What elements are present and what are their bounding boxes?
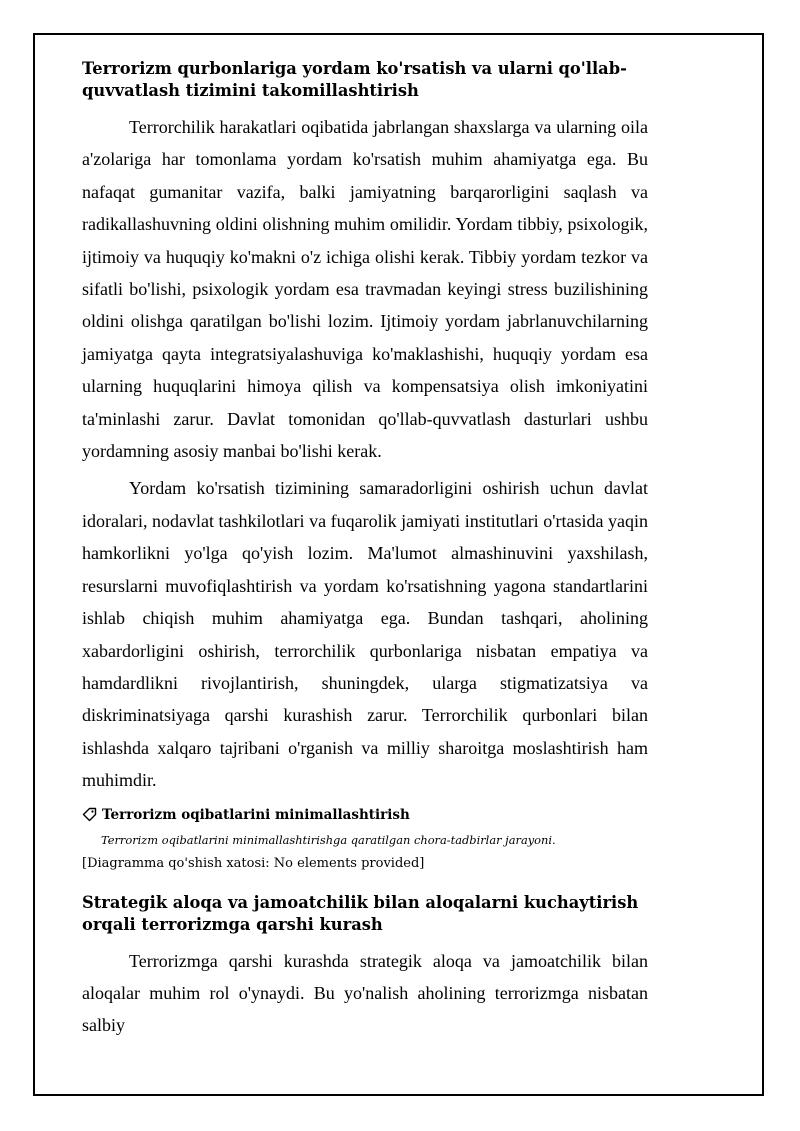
- body-paragraph: Terrorizmga qarshi kurashda strategik aloqa va jamoatchilik bilan aloqalar muhim rol o'ynaydi. Bu yo'nalish aholining terrorizmga nisbatan salbiy: [82, 950, 648, 1036]
- diagram-error-message: [Diagramma qo'shish xatosi: No elements provided]: [82, 855, 425, 871]
- tag-icon: [82, 807, 97, 822]
- diagram-title-text: Terrorizm oqibatlarini minimallashtirish: [102, 806, 410, 823]
- body-paragraph: Yordam ko'rsatish tizimining samaradorligini oshirish uchun davlat idoralari, nodavlat tashkilotlari va fuqarolik jamiyati institutlari o'rtasida yaqin hamkorlikni yo'lga qo'yish lozim. Ma'lumot almashinuvini yaxshilash, resurslarni muvofiqlashtirish va yordam ko'rsatishning yagona standartlarini ishlab chiqish muhim ahamiyatga ega. Bundan tashqari, aholining xabardorligini oshirish, terrorchilik qurbonlariga nisbatan empatiya va hamdardlikni rivojlantirish, shuningdek, ularga stigmatizatsiya va diskriminatsiyaga qarshi kurashish zarur. Terrorchilik qurbonlari bilan ishlashda xalqaro tajribani o'rganish va milliy sharoitga moslashtirish ham muhimdir.: [82, 478, 648, 791]
- body-paragraph: Terrorchilik harakatlari oqibatida jabrlangan shaxslarga va ularning oila a'zolariga har tomonlama yordam ko'rsatish muhim ahamiyatga ega. Bu nafaqat gumanitar vazifa, balki jamiyatning barqarorligini saqlash va radikallashuvning oldini olishning muhim omilidir. Yordam tibbiy, psixologik, ijtimoiy va huquqiy ko'makni o'z ichiga olishi kerak. Tibbiy yordam tezkor va sifatli bo'lishi, psixologik yordam esa travmadan keyingi stress buzilishining oldini olishga qaratilgan bo'lishi lozim. Ijtimoiy yordam jabrlanuvchilarning jamiyatga qayta integratsiyalashuviga ko'maklashishi, huquqiy yordam esa ularning huquqlarini himoya qilish va kompensatsiya olish imkoniyatini ta'minlashi zarur. Davlat tomonidan qo'llab-quvvatlash dasturlari ushbu yordamning asosiy manbai bo'lishi kerak.: [82, 117, 648, 462]
- section-heading: Terrorizm qurbonlariga yordam ko'rsatish va ularni qo'llab-quvvatlash tizimini takomillashtirish: [82, 59, 627, 100]
- diagram-caption: Terrorizm oqibatlarini minimallashtirishga qaratilgan chora-tadbirlar jarayoni.: [101, 832, 556, 847]
- diagram-title: [82, 806, 648, 824]
- document-content: [82, 58, 648, 1047]
- section-heading: Strategik aloqa va jamoatchilik bilan aloqalarni kuchaytirish orqali terrorizmga qarshi kurash: [82, 892, 639, 934]
